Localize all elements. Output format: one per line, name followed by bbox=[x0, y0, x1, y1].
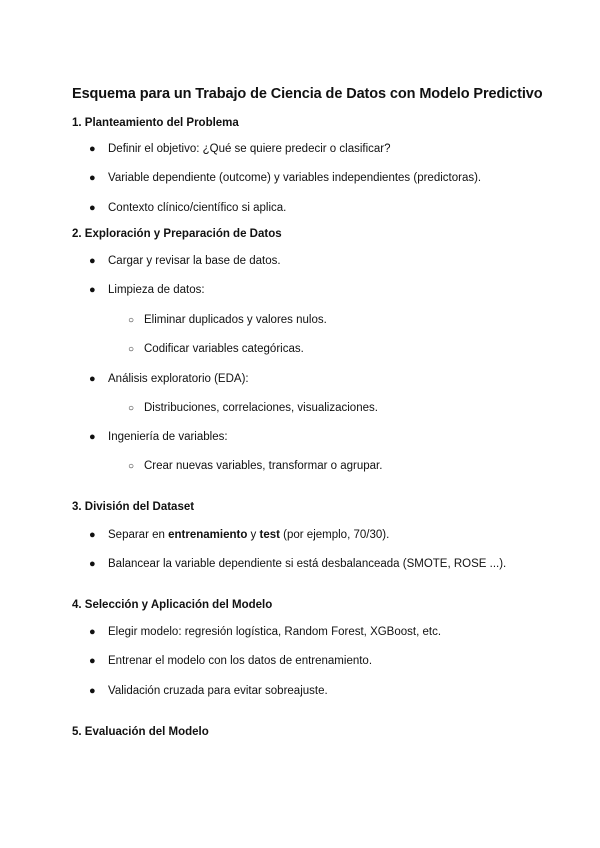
bullet-icon: ● bbox=[89, 202, 96, 214]
bullet-icon: ● bbox=[89, 626, 96, 638]
list-item: Elegir modelo: regresión logística, Random Forest, XGBoost, etc. bbox=[108, 626, 442, 638]
list-item bbox=[108, 529, 389, 541]
sub-bullet-icon: ○ bbox=[128, 403, 135, 414]
section-heading-4: 4. Selección y Aplicación del Modelo bbox=[72, 599, 273, 611]
list-item: Análisis exploratorio (EDA): bbox=[108, 373, 249, 385]
section-heading-1: 1. Planteamiento del Problema bbox=[72, 117, 239, 129]
list-item: Definir el objetivo: ¿Qué se quiere predecir o clasificar? bbox=[108, 143, 391, 155]
list-item: Cargar y revisar la base de datos. bbox=[108, 255, 281, 267]
bullet-icon: ● bbox=[89, 529, 96, 541]
section-heading-5: 5. Evaluación del Modelo bbox=[72, 726, 209, 738]
list-item: Contexto clínico/científico si aplica. bbox=[108, 202, 287, 214]
item-text: y bbox=[247, 529, 260, 541]
list-item: Ingeniería de variables: bbox=[108, 431, 228, 443]
sub-bullet-icon: ○ bbox=[128, 315, 135, 326]
list-item: Balancear la variable dependiente si está desbalanceada (SMOTE, ROSE ...). bbox=[108, 558, 507, 570]
sub-bullet-icon: ○ bbox=[128, 461, 135, 472]
section-heading-2: 2. Exploración y Preparación de Datos bbox=[72, 228, 282, 240]
bullet-icon: ● bbox=[89, 172, 96, 184]
sub-list-item: Eliminar duplicados y valores nulos. bbox=[144, 314, 327, 326]
item-bold-text: test bbox=[259, 529, 280, 541]
list-item: Limpieza de datos: bbox=[108, 284, 205, 296]
item-text: (por ejemplo, 70/30). bbox=[279, 529, 390, 541]
section-heading-3: 3. División del Dataset bbox=[72, 501, 195, 513]
bullet-icon: ● bbox=[89, 655, 96, 667]
bullet-icon: ● bbox=[89, 431, 96, 443]
document-title: Esquema para un Trabajo de Ciencia de Datos con Modelo Predictivo bbox=[72, 86, 543, 102]
sub-list-item: Codificar variables categóricas. bbox=[144, 343, 304, 355]
bullet-icon: ● bbox=[89, 143, 96, 155]
list-item: Validación cruzada para evitar sobreajuste. bbox=[108, 685, 328, 697]
bullet-icon: ● bbox=[89, 284, 96, 296]
sub-list-item: Distribuciones, correlaciones, visualizaciones. bbox=[144, 402, 378, 414]
bullet-icon: ● bbox=[89, 255, 96, 267]
list-item: Entrenar el modelo con los datos de entrenamiento. bbox=[108, 655, 373, 667]
list-item: Variable dependiente (outcome) y variables independientes (predictoras). bbox=[108, 172, 482, 184]
bullet-icon: ● bbox=[89, 685, 96, 697]
item-text: Separar en bbox=[108, 529, 169, 541]
item-bold-text: entrenamiento bbox=[168, 529, 248, 541]
sub-list-item: Crear nuevas variables, transformar o agrupar. bbox=[144, 460, 383, 472]
bullet-icon: ● bbox=[89, 558, 96, 570]
bullet-icon: ● bbox=[89, 373, 96, 385]
sub-bullet-icon: ○ bbox=[128, 344, 135, 355]
